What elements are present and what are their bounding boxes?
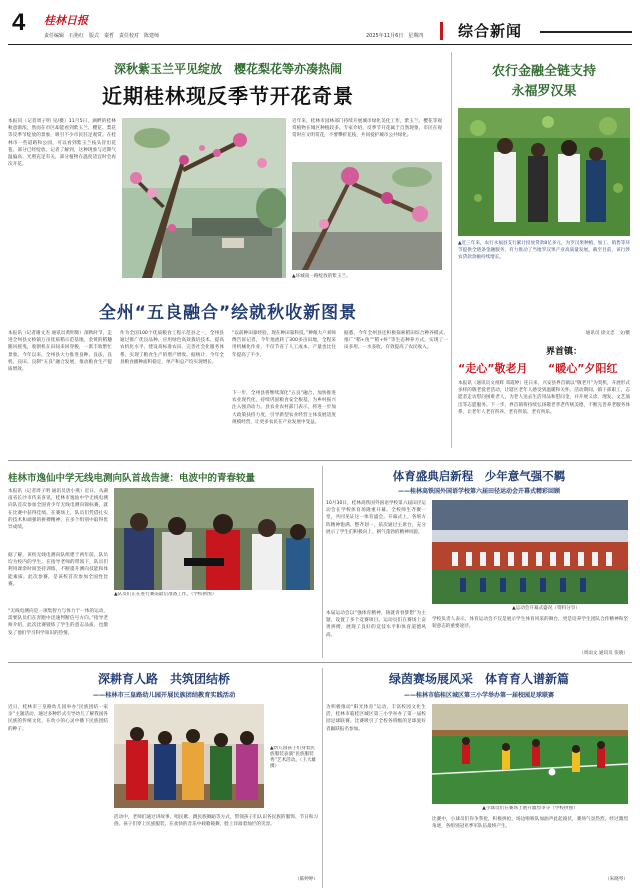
- wuliang-headline: 全州“五良融合”绘就秋收新图景: [98, 303, 358, 323]
- jiesong-headline-left: “走心”敬老月: [458, 362, 528, 375]
- football-body-2: 比赛中，小球员们你争我抢，积极拼抢，场边啦啦队加油声此起彼伏，赛场气氛热烈。经过激烈角逐，各组别冠亚季军队伍最终产生。: [432, 817, 628, 830]
- radio-body-1-cont: [114, 602, 314, 656]
- kinder-body-2: 活动中，老师们通过讲故事、唱民歌、跳民族舞蹈等方式，带领孩子们认识各民族的服饰、节日和习俗。孩子们穿上民族服装，在欢快的音乐中载歌载舞，脸上洋溢着灿烂的笑容。: [114, 815, 318, 828]
- jiesong-body: 本报讯（通讯员文祖辉 邓霞婷）连日来，兴安县界首镇以“敬老月”为契机，开展形式多样的敬老爱老活动，让辖区老年人感受到温暖和关怀。活动期间，镇干部职工、志愿者走访慰问困难老人，为老人送去生活用品和慰问金，并开展义诊、理发、文艺演出等志愿服务。下一步，界首镇将持续弘扬敬老孝老传统美德，不断完善养老服务体系，让老年人老有所养、老有所依、老有所乐。: [458, 381, 630, 415]
- lead-photo-magnolia: [122, 118, 286, 278]
- radio-body-3: “无线电测向是一项集智力与体力于一体的运动，需要队员们在奔跑中迅速判断信号方向。”指导老师介绍，此次比赛锻炼了学生的意志品质，也激发了他们学习科学知识的热情。: [8, 609, 108, 636]
- issue-date: 2025年11月6日 星期四: [366, 33, 424, 39]
- lead-photo-bloom: [292, 162, 442, 270]
- column-divider-bottom: [322, 668, 323, 888]
- football-body-1: 为积极推动“阳光体育”运动，丰富校园文化生活，桂林市临桂区城区第三小学举办了第一届校园足球联赛。比赛吸引了全校各班级的足球爱好者踊跃报名参加。: [326, 705, 426, 732]
- radio-body-2: 据了解，该校无线电测向队组建于两年前，队员均为校内的学生。在指导老师的带领下，队员们利用课余时间坚持训练，不断提升测向技能和体能素质。此次参赛，是该校首次参加全国性比赛。: [8, 553, 108, 587]
- lead-body-2: 近年来，桂林市园林部门持续开展城市绿化美化工作，紫玉兰、樱花等观赏植物在城区种植较多。专家介绍，反季节开花属于自然现象，市民在观赏时应文明赏花，不要攀折花枝，共同爱护城市公共绿化。: [292, 119, 442, 139]
- lead-kicker: 深秋紫玉兰平见绽放 樱花梨花等亦凑热闹: [113, 62, 342, 76]
- football-photo-caption: ▲小球员们在赛场上展开激烈争夺（学校供图）: [482, 806, 578, 811]
- kinder-headline: 深耕育人路 共筑团结桥: [97, 672, 230, 686]
- sports-body-1: 10月30日，桂林高铁国外国语学校第六届田径运动会在学校体育场隆重开幕。全校师生齐聚一堂，共同见证这一体育盛会。开幕式上，各班方阵精神饱满、整齐划一，依次通过主席台，充分展示了学生们积极向上、朝气蓬勃的精神风貌。: [326, 501, 426, 535]
- football-subhead: ——桂林市临桂区城区第三小学举办第一届校园足球联赛: [403, 692, 554, 699]
- right-top-photo: [458, 108, 630, 236]
- sports-photo-caption: ▲运动会开幕式盛况（资料分享）: [512, 606, 580, 611]
- radio-photo-caption: ▲队员们正在进行赛前最后准备工作。（学校供图）: [114, 592, 217, 597]
- masthead-rule: [8, 44, 632, 45]
- kinder-story: [8, 666, 320, 890]
- section-marker: [440, 22, 443, 40]
- right-top-credit: 通讯员 徐文忠 文/摄: [585, 331, 630, 336]
- sports-photo: [432, 500, 628, 604]
- jiesong-headline-right: “暖心”夕阳红: [548, 362, 618, 375]
- editors-line: 责任编辑 石艳红 版式 秦哲 责任校对 陈建师: [44, 33, 160, 39]
- lead-headline: 近期桂林现反季节开花奇景: [102, 84, 354, 108]
- football-story: [326, 666, 632, 890]
- kinder-photo-caption: ▲幼儿园孩子们身着民族服装表演“民族服装秀”艺术活动。（王大雄 摄）: [270, 746, 317, 769]
- page-number: 4: [12, 9, 26, 36]
- sports-credit: （周雨文 通讯员 张晓）: [579, 651, 628, 656]
- sports-body-3: 学校负责人表示，体育运动会不仅是展示学生体育风采的舞台，更是培养学生团队合作精神和坚韧意志的重要途径。: [432, 617, 628, 630]
- jiesong-label: 界首镇：: [546, 347, 583, 357]
- kinder-photo: [114, 704, 264, 808]
- masthead: [0, 0, 640, 46]
- right-top-headline-1: 农行金融全链支持: [491, 64, 596, 79]
- section-title: 综合新闻: [458, 22, 523, 40]
- wuliang-body-3: “以前种田靠经验，现在种田靠科技。”种粮大户刘师傅告诉记者，今年他流转了300多亩田地，全程采用机械化作业，不仅节省了人工成本，产量也比往年提高了不少。: [232, 331, 336, 358]
- lead-photo-caption: ▲环城南一路绽放的紫玉兰。: [292, 274, 351, 279]
- radio-headline: 桂林市逸仙中学无线电测向队首战告捷：电波中的青春较量: [8, 473, 256, 484]
- sports-body-2: 本届运动会以“强体育精神，铸就青春梦想”为主题，设置了多个竞赛项目。运动员们在赛场上奋勇拼搏，展现了良好的竞技水平和体育道德风尚。: [326, 611, 426, 638]
- wuliang-body-1: 本报讯（记者谢文杰 通讯员黄明辉）深秋时节，走进全州县文桥镇万亩优质稻示范基地，金黄的稻穗随风摇曳，收割机在田间来回穿梭，一派丰收繁忙景象。今年以来，全州县大力推进良种、良法、良机、良田、良制“五良”融合发展，推动粮食生产提质增效。: [8, 331, 112, 373]
- wuliang-story: [8, 294, 448, 454]
- column-divider-top: [451, 52, 452, 448]
- jiesong-story: [456, 344, 632, 452]
- lead-story: [8, 50, 448, 290]
- sports-story: [326, 464, 632, 660]
- wuliang-body-2: 作为全国100个优质粮食工程示范县之一，全州县通过推广优良品种、应用绿色高效栽培技术、提高农机化水平、建设高标准农田、完善社会化服务体系，实现了粮食生产的增产增收。据统计，今年全县粮食播种面积稳定，单产和总产均实现增长。: [120, 331, 224, 365]
- kinder-subhead: ——桂林市三皇路幼儿园开展民族团结教育实践活动: [92, 692, 236, 699]
- sports-headline: 体育盛典启新程 少年意气强不羁: [392, 469, 566, 483]
- kinder-credit: （陈婷婷）: [295, 877, 318, 882]
- radio-photo: [114, 488, 314, 590]
- right-top-caption: ▲近三年来，农行永福县支行累计投放贷款8亿多元，为罗汉果种植、加工、销售等环节提供全链条金融服务，有力推动了当地罗汉果产业高质量发展。截至目前，该行涉农贷款余额持续增长。: [458, 241, 630, 261]
- football-credit: （朱晓琴）: [605, 877, 628, 882]
- right-top-headline-2: 永福罗汉果: [511, 84, 577, 99]
- rule-mid: [8, 460, 632, 461]
- paper-name: 桂林日报: [44, 14, 88, 27]
- wuliang-body-4: 下一步，全州县将继续深化“五良”融合，加快推进农业现代化，持续巩固粮食安全根基，为乡村振兴注入强劲动力。县农业农村部门表示，将进一步加大政策扶持力度，引导新型农业经营主体发展适度规模经营，让更多农民在产业发展中受益。: [232, 391, 336, 425]
- sports-subhead: ——桂林高铁国外国语学校第六届田径运动会开幕式精彩回顾: [397, 488, 560, 495]
- football-headline: 绿茵赛场展风采 体育育人谱新篇: [388, 672, 569, 686]
- rule-bottom: [8, 662, 632, 663]
- radio-story: [8, 464, 320, 660]
- radio-body-1: 本报讯（记者周子明 通讯员唐小燕）近日，从湖南省长沙市传来喜讯，桂林市逸仙中学无线电测向队首次参加全国青少年无线电测向锦标赛，就在比赛中获得佳绩。在赛场上，队员们凭借扎实的技术和顽强的拼搏精神，在多个组别中取得优异成绩。: [8, 489, 108, 531]
- wuliang-body-5: 据悉，今年全州县还积极探索稻田综合种养模式，推广“稻+鱼”“稻+虾”等生态种养方式，实现了一田多用、一水多收，有效提高了农民收入。: [344, 331, 448, 351]
- football-photo: [432, 704, 628, 804]
- lead-body-1: 本报讯（记者周子明 见/摄）11月5日，漓畔的桂林秋意渐浓，然而在市区却能看到紫玉兰、樱花、梨花等反季节绽放的景象，吸引不少市民驻足观赏。在桂林市一些道路和公园，可以看到紫玉兰枝头冒出花苞，部分已经绽放。记者了解到，这种现象与近期气温偏高、光照充足有关，部分植物在温度适宜时会再次开花。: [8, 119, 116, 168]
- column-divider-mid: [322, 466, 323, 658]
- right-top-story: [456, 50, 632, 340]
- section-rule: [540, 31, 632, 33]
- kinder-body-1: 近日，桂林市三皇路幼儿园举办“民族团结一家亲”主题活动，通过多种形式引导幼儿了解我国各民族的传统文化，在幼小的心灵中播下民族团结的种子。: [8, 705, 108, 732]
